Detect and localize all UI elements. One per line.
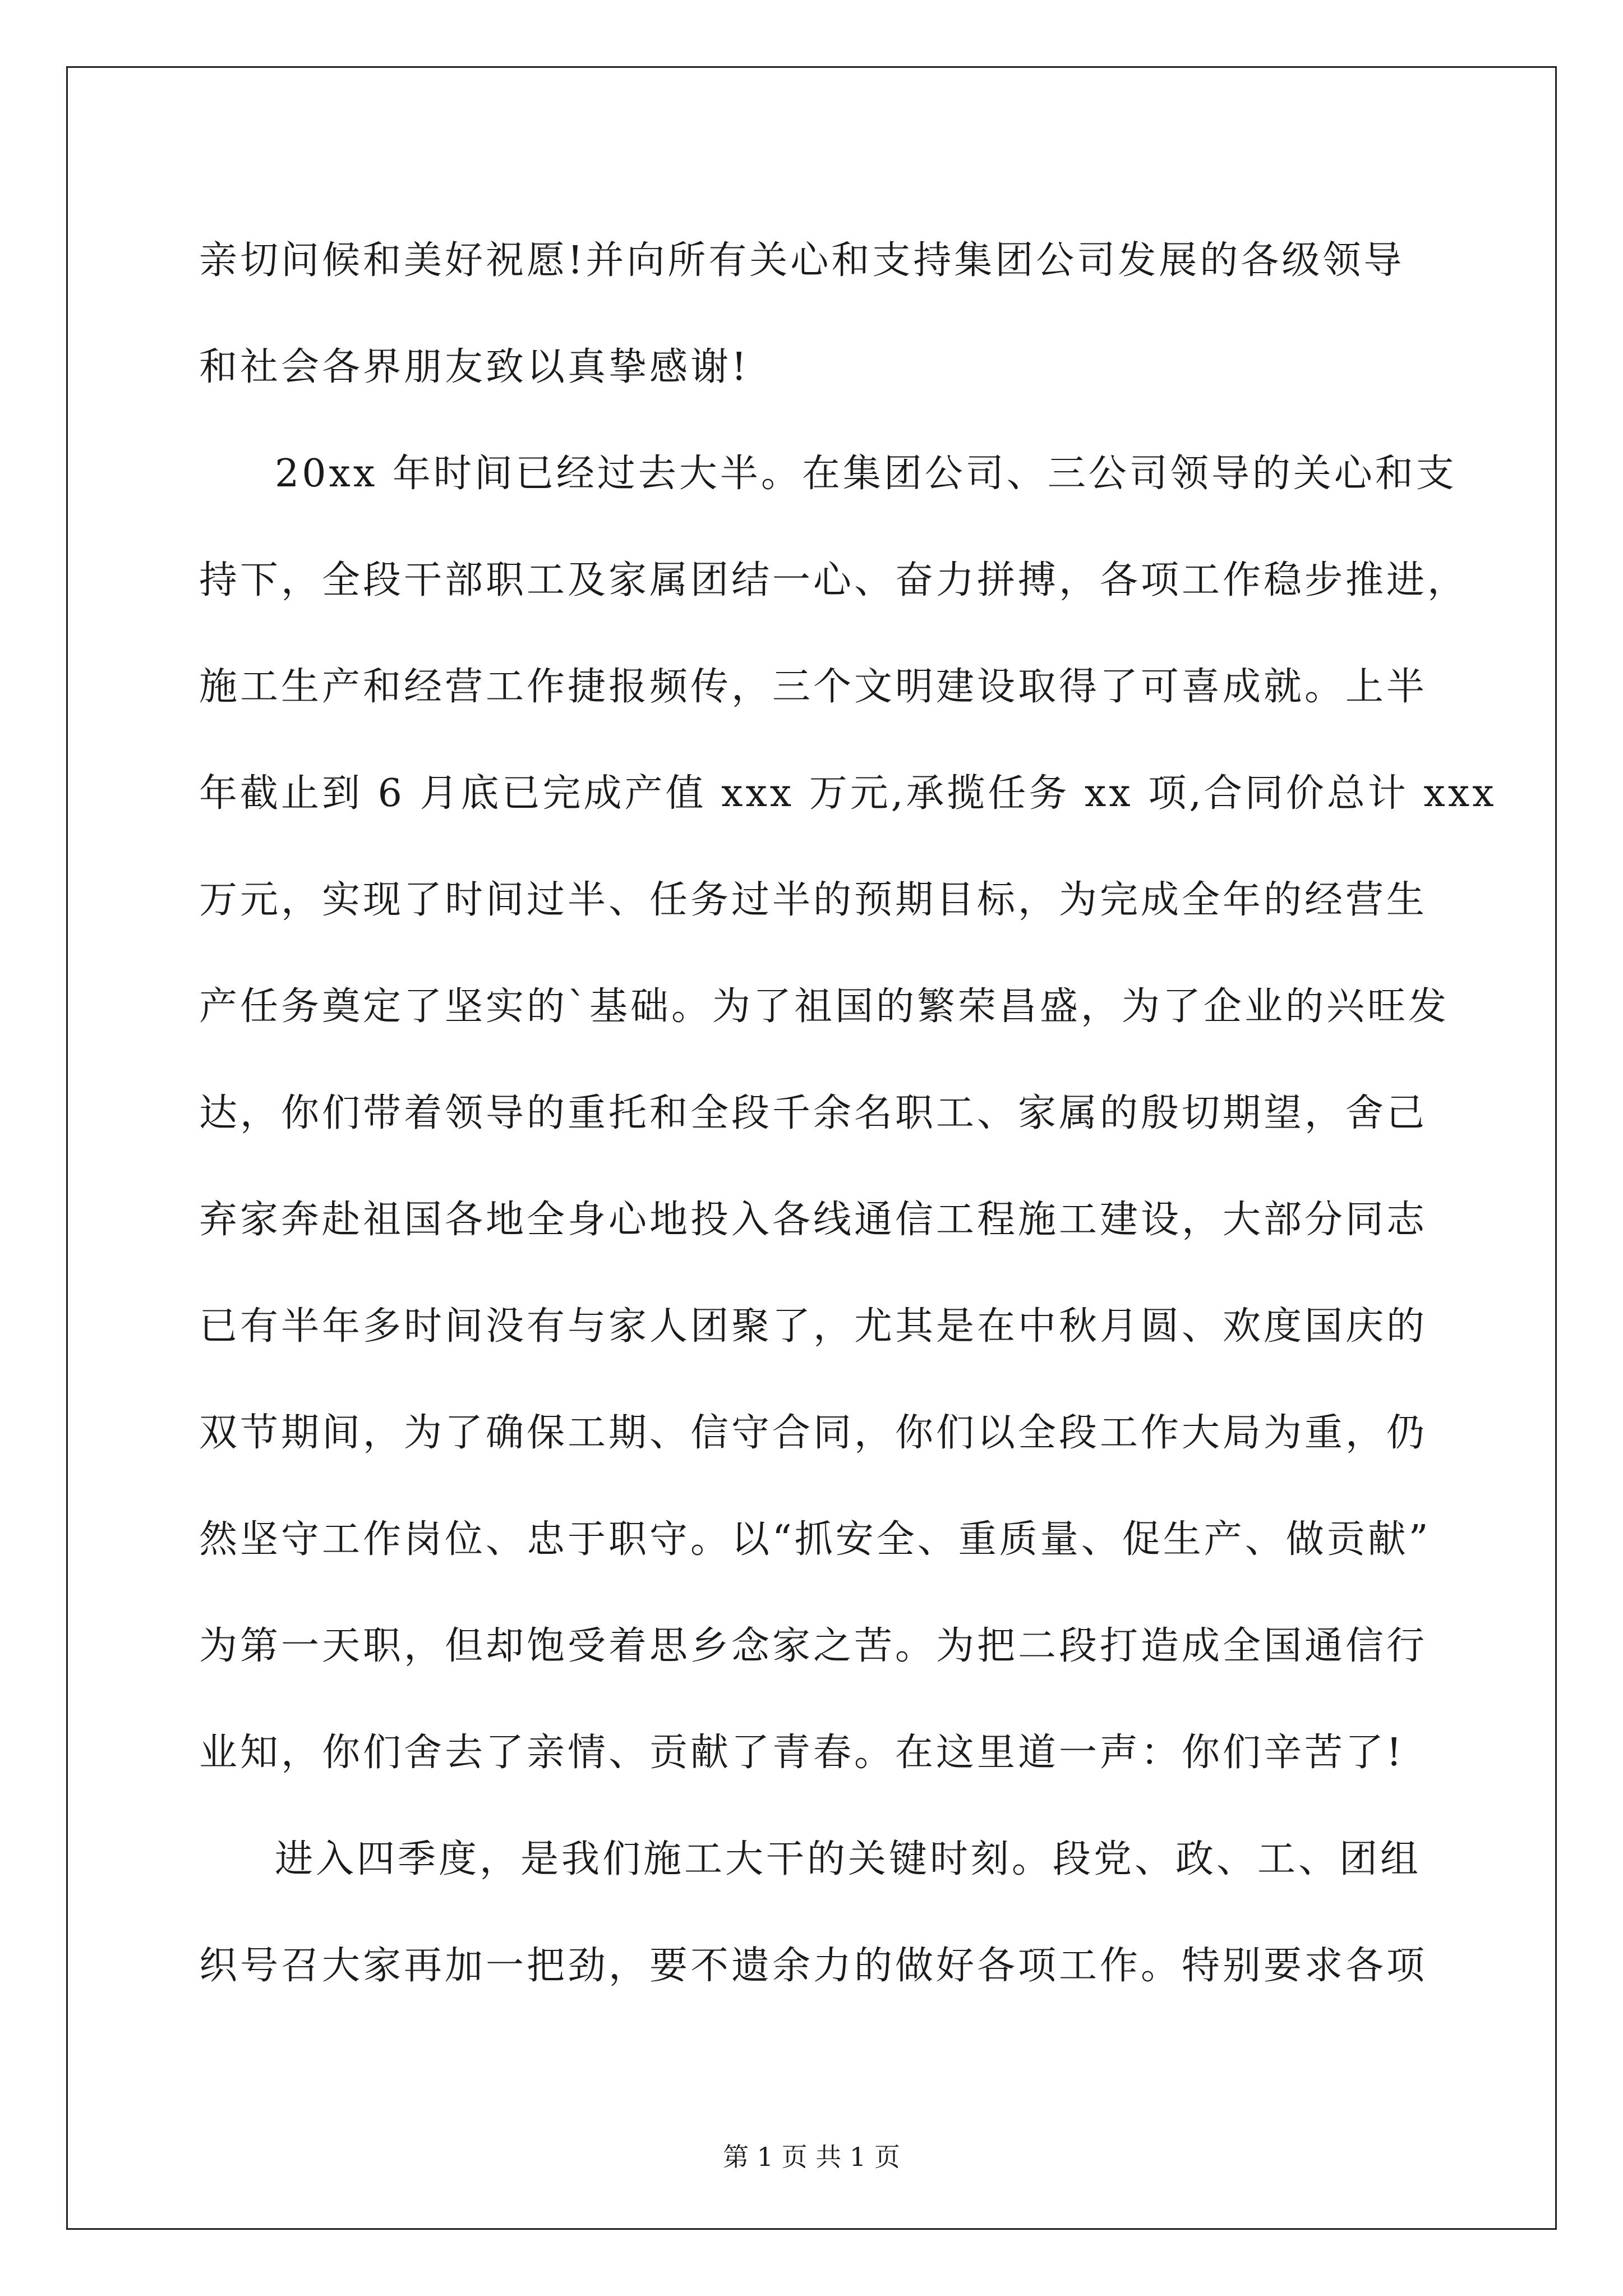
text-line: 施工生产和经营工作捷报频传，三个文明建设取得了可喜成就。上半: [199, 665, 1428, 709]
text-line: 年截止到 6 月底已完成产值 xxx 万元,承揽任务 xx 项,合同价总计 xxx: [199, 771, 1497, 816]
text-line: 织号召大家再加一把劲，要不遗余力的做好各项工作。特别要求各项: [199, 1944, 1428, 1988]
text-line: 亲切问候和美好祝愿!并向所有关心和支持集团公司发展的各级领导: [199, 238, 1405, 283]
text-line: 业知，你们舍去了亲情、贡献了青春。在这里道一声：你们辛苦了!: [199, 1731, 1405, 1775]
text-line: 弃家奔赴祖国各地全身心地投入各线通信工程施工建设，大部分同志: [199, 1198, 1428, 1242]
text-line: 为第一天职，但却饱受着思乡念家之苦。为把二段打造成全国通信行: [199, 1624, 1428, 1668]
text-line-paragraph-start: 20xx 年时间已经过去大半。在集团公司、三公司领导的关心和支: [275, 452, 1457, 496]
text-line: 达，你们带着领导的重托和全段千余名职工、家属的殷切期望，舍己: [199, 1091, 1428, 1135]
text-line: 双节期间，为了确保工期、信守合同，你们以全段工作大局为重，仍: [199, 1411, 1428, 1455]
text-line-paragraph-start: 进入四季度，是我们施工大干的关键时刻。段党、政、工、团组: [275, 1837, 1422, 1881]
text-line: 和社会各界朋友致以真挚感谢!: [199, 345, 750, 389]
text-line: 产任务奠定了坚实的`基础。为了祖国的繁荣昌盛，为了企业的兴旺发: [199, 984, 1450, 1029]
text-line: 然坚守工作岗位、忠于职守。以“抓安全、重质量、促生产、做贡献”: [199, 1517, 1431, 1562]
text-line: 持下，全段干部职工及家属团结一心、奋力拼搏，各项工作稳步推进，: [199, 558, 1469, 602]
page-number-footer: 第 1 页 共 1 页: [723, 2142, 900, 2172]
text-line: 万元，实现了时间过半、任务过半的预期目标，为完成全年的经营生: [199, 878, 1428, 922]
document-body: [199, 208, 1497, 2019]
text-line: 已有半年多时间没有与家人团聚了，尤其是在中秋月圆、欢度国庆的: [199, 1304, 1428, 1349]
